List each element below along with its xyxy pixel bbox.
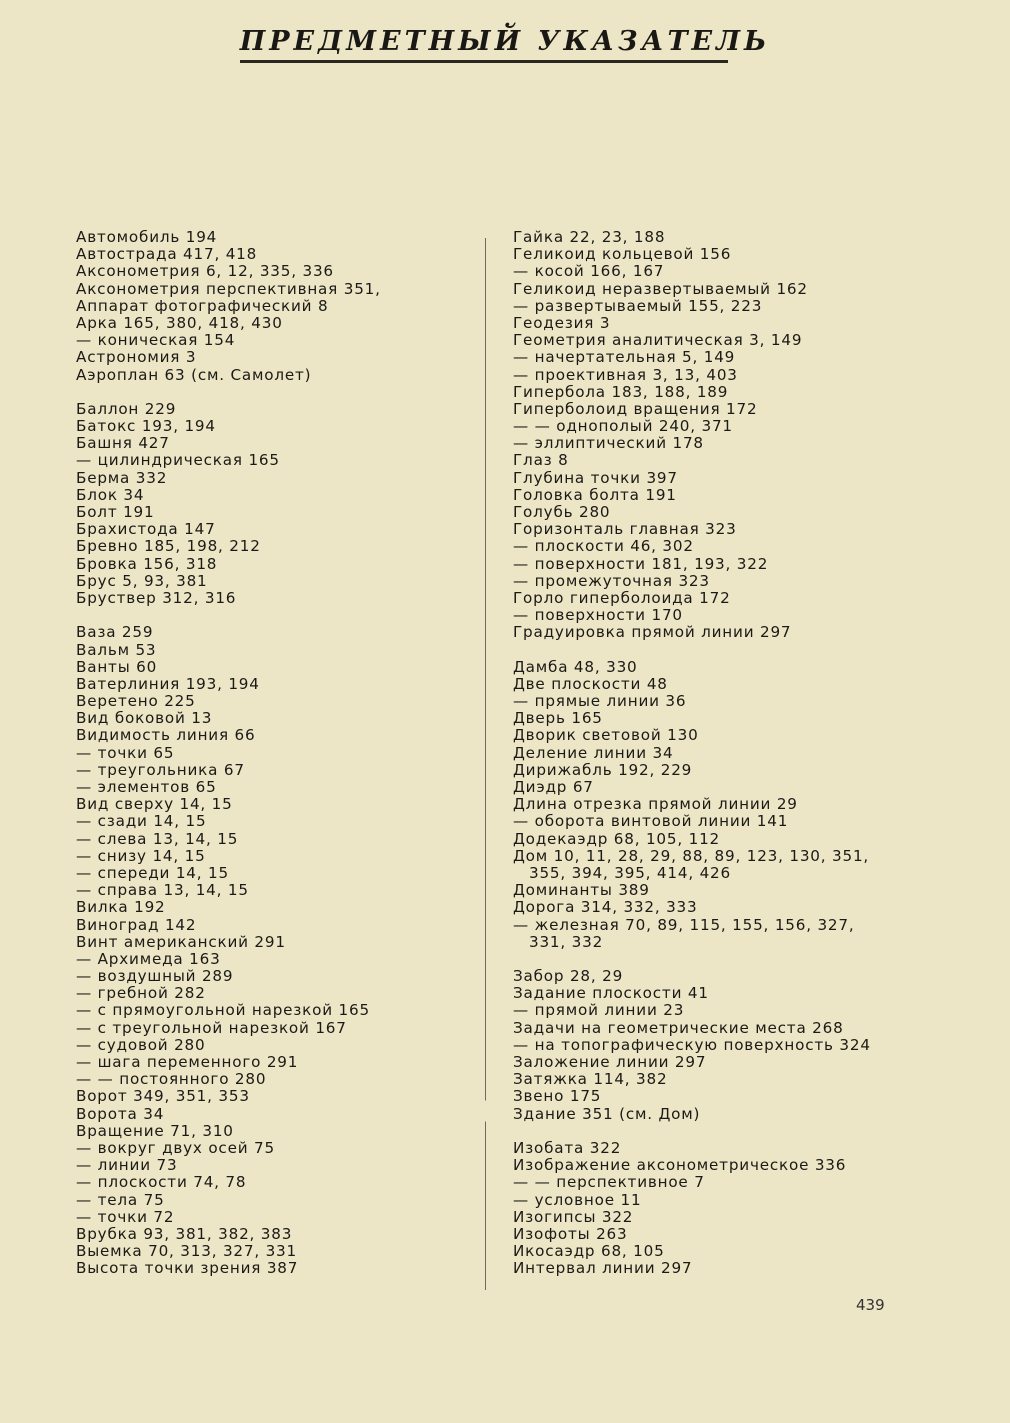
index-entry: Геодезия 3: [513, 313, 611, 332]
index-entry: — треугольника 67: [76, 760, 245, 779]
index-entry: — Архимеда 163: [76, 949, 221, 968]
index-entry: — справа 13, 14, 15: [76, 881, 249, 900]
index-entry: 355, 394, 395, 414, 426: [529, 863, 731, 882]
index-entry: Аксонометрия 6, 12, 335, 336: [76, 262, 334, 281]
index-entry: Вращение 71, 310: [76, 1121, 234, 1140]
index-entry: Врубка 93, 381, 382, 383: [76, 1224, 293, 1243]
index-entry: Дорога 314, 332, 333: [513, 898, 698, 917]
index-entry: — точки 65: [76, 743, 175, 762]
index-entry: — тела 75: [76, 1190, 165, 1209]
index-entry: — — постоянного 280: [76, 1070, 267, 1089]
index-entry: Высота точки зрения 387: [76, 1259, 299, 1278]
index-entry: Изображение аксонометрическое 336: [513, 1156, 847, 1175]
index-entry: — плоскости 46, 302: [513, 537, 694, 556]
index-entry: — воздушный 289: [76, 967, 234, 986]
left-column: [76, 229, 476, 1277]
index-entry: Интервал линии 297: [513, 1259, 693, 1278]
index-entry: Болт 191: [76, 503, 155, 521]
index-entry: Дворик световой 130: [513, 726, 699, 745]
index-entry: Головка болта 191: [513, 485, 677, 504]
index-entry: Блок 34: [76, 485, 145, 504]
index-entry: — шага переменного 291: [76, 1053, 299, 1071]
index-entry: — гребной 282: [76, 984, 206, 1003]
index-entry: Ваза 259: [76, 623, 154, 642]
index-entry: Батокс 193, 194: [76, 417, 216, 436]
index-entry: — коническая 154: [76, 331, 236, 350]
index-entry: Задачи на геометрические места 268: [513, 1018, 844, 1037]
index-entry: Гайка 22, 23, 188: [513, 228, 666, 246]
group-gap: [513, 951, 913, 968]
index-entry: Аэроплан 63 (см. Самолет): [76, 365, 312, 384]
index-entry: — точки 72: [76, 1207, 175, 1226]
index-entry: Дом 10, 11, 28, 29, 88, 89, 123, 130, 351,: [513, 846, 870, 865]
index-entry: — условное 11: [513, 1190, 642, 1209]
index-entry: Дамба 48, 330: [513, 657, 638, 676]
index-entry: — плоскости 74, 78: [76, 1173, 247, 1192]
index-entry: Геликоид неразвертываемый 162: [513, 279, 808, 298]
index-entry: Бровка 156, 318: [76, 554, 218, 573]
index-entry: Аксонометрия перспективная 351,: [76, 279, 381, 298]
page-number: 439: [856, 1296, 885, 1314]
index-entry: — судовой 280: [76, 1035, 206, 1054]
index-entry: Арка 165, 380, 418, 430: [76, 313, 283, 332]
index-entry: — начертательная 5, 149: [513, 348, 736, 367]
index-entry: Берма 332: [76, 468, 168, 487]
index-entry: Забор 28, 29: [513, 967, 624, 986]
index-entry: — на топографическую поверхность 324: [513, 1035, 871, 1054]
index-entry: Выемка 70, 313, 327, 331: [76, 1242, 297, 1261]
index-entry: — с треугольной нарезкой 167: [76, 1018, 347, 1037]
index-entry: Додекаэдр 68, 105, 112: [513, 829, 720, 848]
index-entry: Ватерлиния 193, 194: [76, 674, 260, 693]
index-entry: — слева 13, 14, 15: [76, 829, 239, 848]
index-entry: — прямой линии 23: [513, 1001, 685, 1020]
index-entry: Звено 175: [513, 1087, 602, 1106]
index-entry: — — перспективное 7: [513, 1173, 705, 1192]
index-entry: — цилиндрическая 165: [76, 451, 280, 470]
index-entry: Деление линии 34: [513, 743, 674, 762]
index-entry: — — однополый 240, 371: [513, 417, 733, 436]
index-entry: — проективная 3, 13, 403: [513, 365, 738, 384]
index-entry: Бруствер 312, 316: [76, 588, 237, 607]
page-title: ПРЕДМЕТНЫЙ УКАЗАТЕЛЬ: [239, 26, 771, 57]
index-entry: — сзади 14, 15: [76, 812, 207, 831]
index-entry: Ванты 60: [76, 657, 158, 676]
index-entry: Две плоскости 48: [513, 674, 668, 693]
index-entry: Вид боковой 13: [76, 709, 213, 728]
index-entry: Автомобиль 194: [76, 228, 218, 246]
index-entry: — снизу 14, 15: [76, 846, 206, 865]
index-entry: Бревно 185, 198, 212: [76, 537, 261, 556]
index-entry: Горизонталь главная 323: [513, 520, 737, 539]
index-entry: — железная 70, 89, 115, 155, 156, 327,: [513, 915, 855, 934]
group-gap: [513, 642, 913, 659]
index-entry: Башня 427: [76, 434, 170, 453]
index-entry: Изофоты 263: [513, 1224, 628, 1243]
index-entry: Горло гиперболоида 172: [513, 588, 731, 607]
index-entry: Доминанты 389: [513, 881, 650, 900]
index-entry: Брахистода 147: [76, 520, 216, 539]
index-entry: Длина отрезка прямой линии 29: [513, 795, 798, 814]
index-entry: — вокруг двух осей 75: [76, 1138, 275, 1157]
index-entry: Ворот 349, 351, 353: [76, 1087, 250, 1106]
index-entry: — элементов 65: [76, 778, 217, 796]
group-gap: [513, 1123, 913, 1140]
index-entry: Гипербола 183, 188, 189: [513, 382, 729, 401]
index-entry: Изобата 322: [513, 1138, 622, 1157]
index-entry: Винт американский 291: [76, 932, 286, 951]
index-entry: Затяжка 114, 382: [513, 1070, 668, 1089]
index-entry: Автострада 417, 418: [76, 245, 258, 264]
index-entry: Баллон 229: [76, 399, 177, 418]
index-entry: 331, 332: [529, 932, 604, 951]
index-entry: Глубина точки 397: [513, 468, 678, 487]
index-entry: — прямые линии 36: [513, 692, 687, 711]
index-entry: Вальм 53: [76, 640, 157, 659]
index-entry: Изогипсы 322: [513, 1207, 634, 1226]
index-entry: — с прямоугольной нарезкой 165: [76, 1001, 370, 1020]
index-entry: Ворота 34: [76, 1104, 165, 1123]
right-column: [513, 229, 913, 1277]
index-entry: Задание плоскости 41: [513, 984, 709, 1003]
index-entry: Дирижабль 192, 229: [513, 760, 693, 779]
index-entry: Глаз 8: [513, 451, 569, 470]
index-entry: Вилка 192: [76, 898, 166, 917]
group-gap: [76, 384, 476, 401]
index-entry: — линии 73: [76, 1156, 178, 1175]
index-entry: Астрономия 3: [76, 348, 197, 367]
index-entry: Брус 5, 93, 381: [76, 571, 208, 590]
index-entry: Гиперболоид вращения 172: [513, 399, 758, 418]
index-entry: — косой 166, 167: [513, 262, 665, 281]
index-entry: Дверь 165: [513, 709, 603, 728]
index-entry: — эллиптический 178: [513, 434, 704, 453]
index-entry: Градуировка прямой линии 297: [513, 623, 792, 642]
index-entry: Заложение линии 297: [513, 1053, 707, 1071]
index-entry: — поверхности 181, 193, 322: [513, 554, 769, 573]
index-entry: Вид сверху 14, 15: [76, 795, 233, 814]
index-entry: Здание 351 (см. Дом): [513, 1104, 701, 1123]
group-gap: [76, 607, 476, 624]
index-entry: — поверхности 170: [513, 606, 683, 625]
column-divider: [485, 238, 486, 1290]
index-entry: Голубь 280: [513, 503, 611, 521]
index-entry: — спереди 14, 15: [76, 863, 229, 882]
index-entry: — оборота винтовой линии 141: [513, 812, 789, 831]
index-entry: Виноград 142: [76, 915, 197, 934]
index-entry: Видимость линия 66: [76, 726, 256, 745]
index-entry: Геометрия аналитическая 3, 149: [513, 331, 803, 350]
index-entry: Веретено 225: [76, 692, 196, 711]
index-entry: Аппарат фотографический 8: [76, 296, 329, 315]
index-entry: — развертываемый 155, 223: [513, 296, 763, 315]
index-entry: Икосаэдр 68, 105: [513, 1242, 665, 1261]
title-underline: [240, 60, 728, 63]
index-entry: Диэдр 67: [513, 778, 594, 796]
index-entry: Геликоид кольцевой 156: [513, 245, 732, 264]
index-entry: — промежуточная 323: [513, 571, 710, 590]
